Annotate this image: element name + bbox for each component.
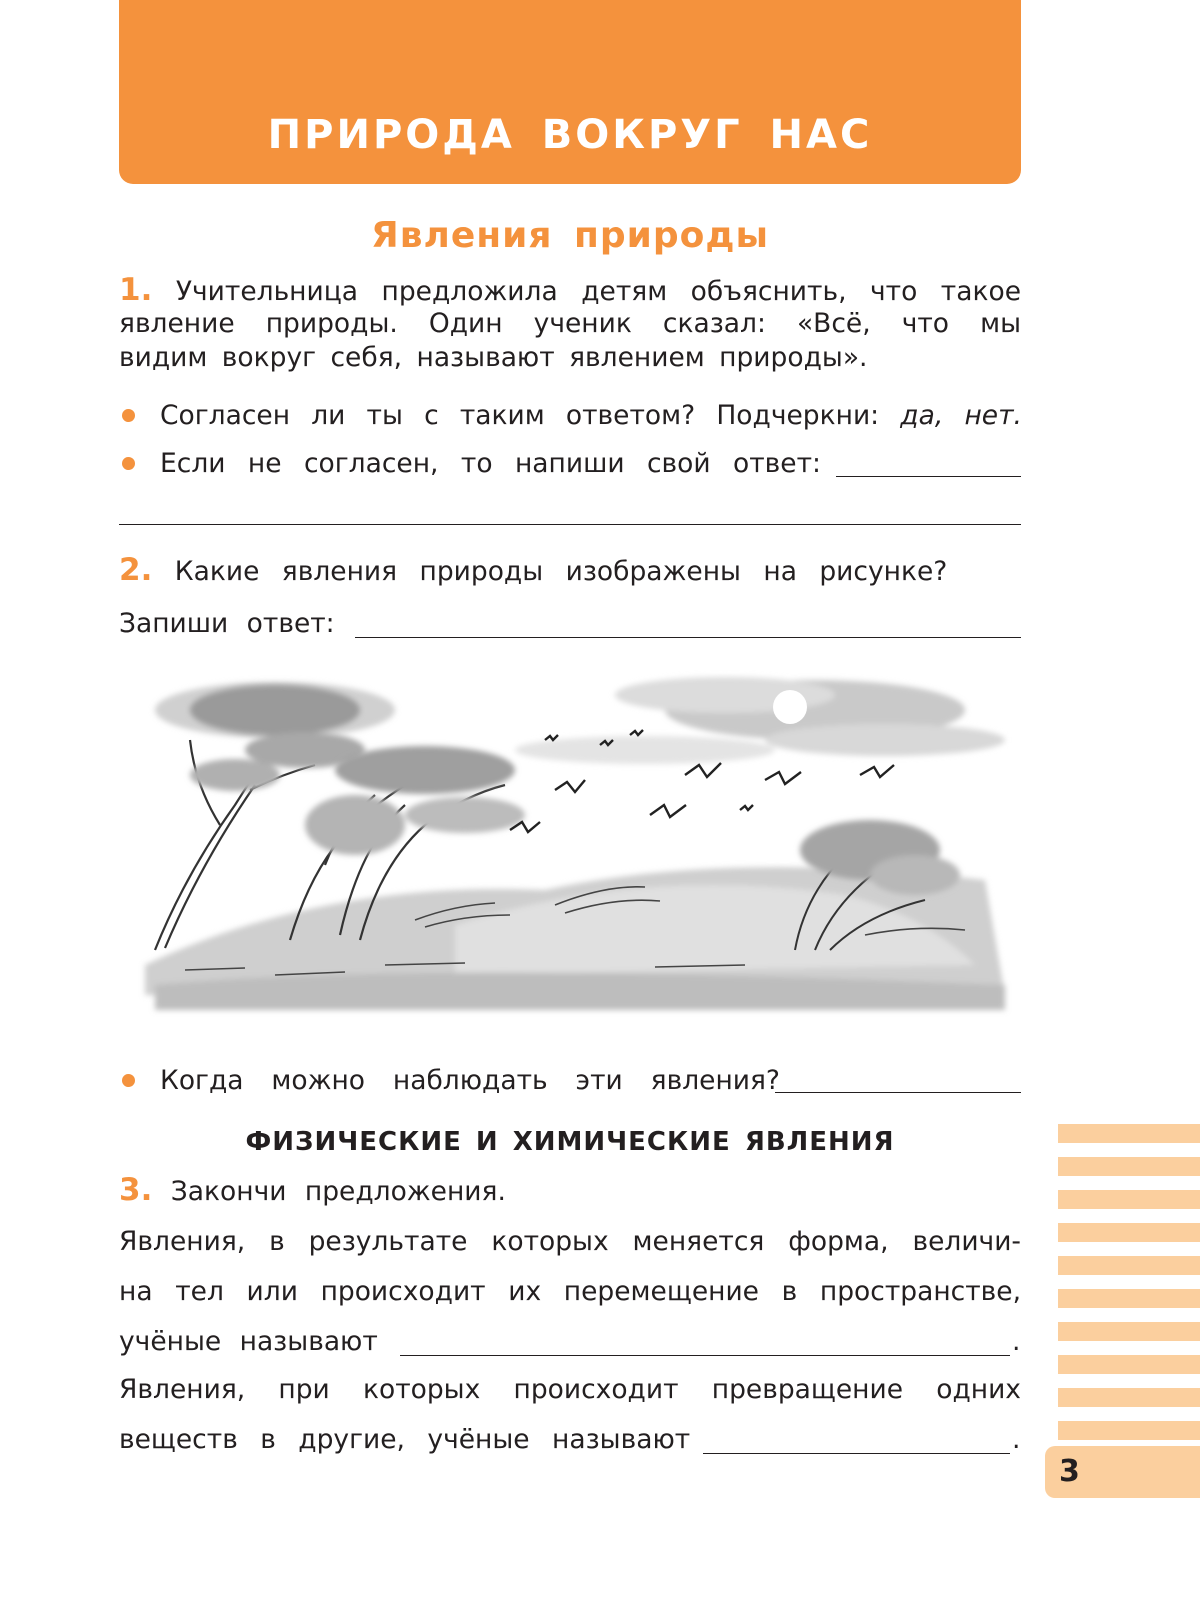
when-question: Когда можно наблюдать эти явления? bbox=[160, 1065, 780, 1096]
bird-icon bbox=[860, 765, 894, 777]
section-title: Явления природы bbox=[370, 215, 770, 256]
period: . bbox=[1012, 1326, 1021, 1357]
chapter-title: ПРИРОДА ВОКРУГ НАС bbox=[267, 112, 873, 158]
task3-line1: Явления, в результате которых меняется форма, величи- bbox=[119, 1226, 1021, 1257]
task1-line2: явление природы. Один ученик сказал: «Всё, что мы bbox=[119, 308, 1021, 339]
page-number-tab bbox=[1045, 1446, 1200, 1498]
own-answer-line-2[interactable] bbox=[119, 524, 1021, 525]
bird-icon bbox=[650, 805, 686, 817]
task2-answer-label: Запиши ответ: bbox=[119, 608, 335, 639]
task2-number: 2. bbox=[119, 552, 153, 588]
subsection-title: ФИЗИЧЕСКИЕ И ХИМИЧЕСКИЕ ЯВЛЕНИЯ bbox=[245, 1127, 895, 1157]
task2-bullet-when bbox=[119, 1061, 1021, 1101]
bird-icon bbox=[555, 780, 585, 792]
bird-icon bbox=[685, 763, 721, 777]
physical-phenomena-answer-line[interactable] bbox=[400, 1355, 1010, 1356]
chapter-header-bar bbox=[119, 0, 1021, 184]
bird-icon bbox=[765, 772, 801, 784]
task3-line5: веществ в другие, учёные называют bbox=[119, 1424, 691, 1455]
task1-line3: видим вокруг себя, называют явлением природы». bbox=[119, 342, 868, 373]
when-answer-line[interactable] bbox=[775, 1092, 1021, 1093]
answer-option-no[interactable]: нет. bbox=[964, 400, 1022, 431]
bird-icon bbox=[630, 730, 643, 735]
task2-question: 2. Какие явления природы изображены на рисунке? bbox=[119, 552, 948, 588]
chemical-phenomena-answer-line[interactable] bbox=[703, 1453, 1010, 1454]
task1-line1: 1. Учительница предложила детям объяснить, что такое bbox=[119, 272, 1021, 308]
task3-line4: Явления, при которых происходит превращение одних bbox=[119, 1374, 1021, 1405]
bullet-icon bbox=[122, 409, 135, 422]
bullet-icon bbox=[122, 1074, 135, 1087]
task2-answer-line[interactable] bbox=[355, 637, 1021, 638]
period: . bbox=[1012, 1424, 1021, 1455]
page-number: 3 bbox=[1059, 1454, 1080, 1489]
sun-icon bbox=[773, 690, 807, 724]
bird-icon bbox=[740, 805, 753, 810]
task3-number: 3. bbox=[119, 1172, 153, 1208]
answer-option-yes[interactable]: да, bbox=[900, 400, 944, 431]
own-answer-prompt: Если не согласен, то напиши свой ответ: bbox=[160, 448, 821, 479]
task3-line3: учёные называют bbox=[119, 1326, 378, 1357]
bird-icon bbox=[545, 735, 558, 740]
task3-line2: на тел или происходит их перемещение в пространстве, bbox=[119, 1276, 1021, 1307]
task1-number: 1. bbox=[119, 272, 153, 308]
bullet-icon bbox=[122, 457, 135, 470]
agree-question: Согласен ли ты с таким ответом? Подчеркни: bbox=[160, 400, 880, 431]
task1-bullet-own-answer bbox=[119, 444, 1021, 484]
windy-landscape-illustration bbox=[125, 665, 1015, 1030]
task3-instruction: 3. Закончи предложения. bbox=[119, 1172, 506, 1208]
ground-hills bbox=[145, 867, 1005, 1010]
task1-bullet-agree bbox=[119, 396, 1021, 436]
own-answer-line-1[interactable] bbox=[836, 476, 1021, 477]
